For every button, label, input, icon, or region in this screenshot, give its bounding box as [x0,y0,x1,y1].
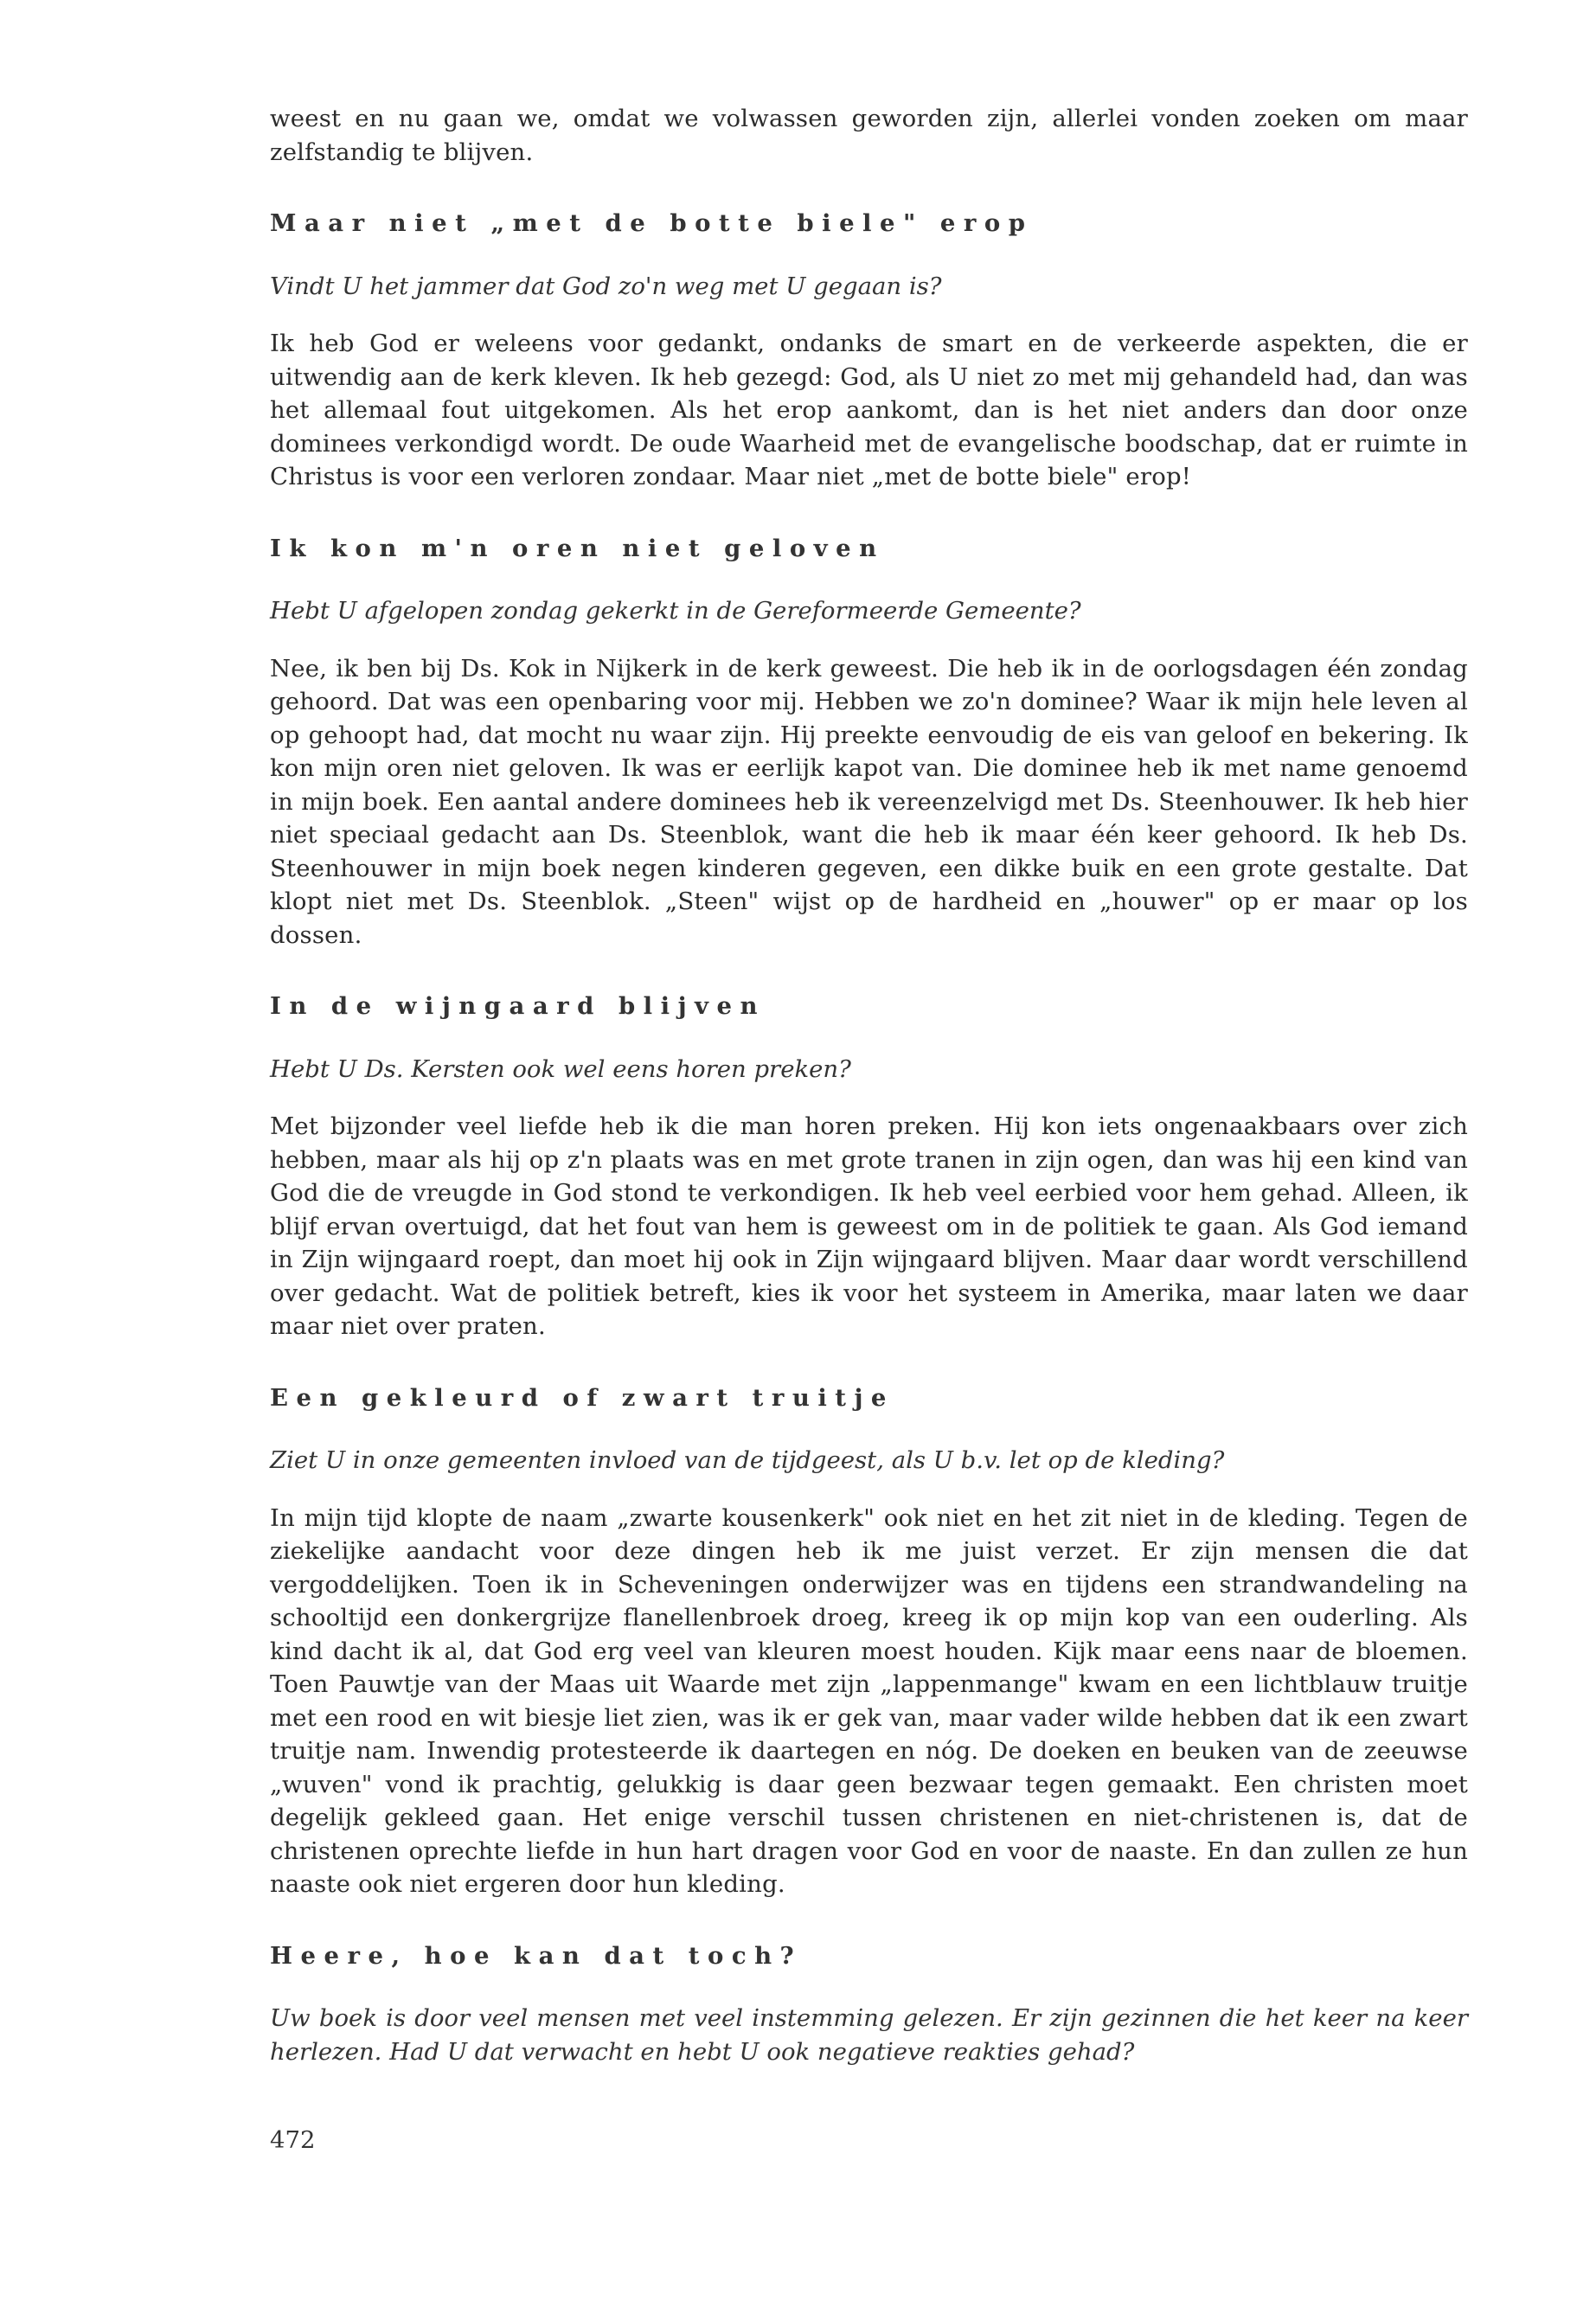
article-body [270,102,1468,2068]
section-heading-3: In de wijngaard blijven [270,992,766,1020]
section-heading-4: Een gekleurd of zwart truitje [270,1383,894,1412]
section-heading-2: Ik kon m'n oren niet geloven [270,534,885,562]
interview-answer-4: In mijn tijd klopte de naam „zwarte kousenkerk" ook niet en het zit niet in de kleding. Tegen de ziekelijke aandacht voor deze dingen heb ik me juist verzet. Er zijn mensen die dat vergoddelijken. Toen ik in Scheveningen onderwijzer was en tijdens een strandwandeling na schooltijd een donkergrijze flanellenbroek droeg, kreeg ik op mijn kop van een ouderling. Als kind dacht ik al, dat God erg veel van kleuren moest houden. Kijk maar eens naar de bloemen. Toen Pauwtje van der Maas uit Waarde met zijn „lappenmange" kwam en een lichtblauw truitje met een rood en wit biesje liet zien, was ik er gek van, maar vader wilde hebben dat ik een zwart truitje nam. Inwendig protesteerde ik daartegen en nóg. De doeken en beuken van de zeeuwse „wuven" vond ik prachtig, gelukkig is daar geen bezwaar tegen gemaakt. Een christen moet degelijk gekleed gaan. Het enige verschil tussen christenen en niet-christenen is, dat de christenen oprechte liefde in hun hart dragen voor God en voor de naaste. En dan zullen ze hun naaste ook niet ergeren door hun kleding. [270,1503,1468,1898]
intro-paragraph: weest en nu gaan we, omdat we volwassen geworden zijn, allerlei vonden zoeken om maar zelfstandig te blijven. [270,105,1468,166]
interview-answer-1: Ik heb God er weleens voor gedankt, ondanks de smart en de verkeerde aspekten, die er uitwendig aan de kerk kleven. Ik heb gezegd: God, als U niet zo met mij gehandeld had, dan was het allemaal fout uitgekomen. Als het erop aankomt, dan is het niet anders dan door onze dominees verkondigd wordt. De oude Waarheid met de evangelische boodschap, dat er ruimte in Christus is voor een verloren zondaar. Maar niet „met de botte biele" erop! [270,330,1468,490]
interview-answer-3: Met bijzonder veel liefde heb ik die man horen preken. Hij kon iets ongenaakbaars over zich hebben, maar als hij op z'n plaats was en met grote tranen in zijn ogen, dan was hij een kind van God die de vreugde in God stond te verkondigen. Ik heb veel eerbied voor hem gehad. Alleen, ik blijf ervan overtuigd, dat het fout van hem is geweest om in de politiek te gaan. Als God iemand in Zijn wijngaard roept, dan moet hij ook in Zijn wijngaard blijven. Maar daar wordt verschillend over gedacht. Wat de politiek betreft, kies ik voor het systeem in Amerika, maar laten we daar maar niet over praten. [270,1112,1468,1340]
interview-question-2: Hebt U afgelopen zondag gekerkt in de Gereformeerde Gemeente? [270,597,1081,625]
section-heading-1: Maar niet „met de botte biele" erop [270,209,1034,237]
section-heading-5: Heere, hoe kan dat toch? [270,1941,803,1970]
interview-question-4: Ziet U in onze gemeenten invloed van de tijdgeest, als U b.v. let op de kleding? [270,1446,1225,1474]
interview-question-5: Uw boek is door veel mensen met veel instemming gelezen. Er zijn gezinnen die het keer na keer herlezen. Had U dat verwacht en hebt U ook negatieve reakties gehad? [270,2004,1468,2066]
interview-answer-2: Nee, ik ben bij Ds. Kok in Nijkerk in de kerk geweest. Die heb ik in de oorlogsdagen één zondag gehoord. Dat was een openbaring voor mij. Hebben we zo'n dominee? Waar ik mijn hele leven al op gehoopt had, dat mocht nu waar zijn. Hij preekte eenvoudig de eis van geloof en bekering. Ik kon mijn oren niet geloven. Ik was er eerlijk kapot van. Die dominee heb ik met name genoemd in mijn boek. Een aantal andere dominees heb ik vereenzelvigd met Ds. Steenhouwer. Ik heb hier niet speciaal gedacht aan Ds. Steenblok, want die heb ik maar één keer gehoord. Ik heb Ds. Steenhouwer in mijn boek negen kinderen gegeven, een dikke buik en een grote gestalte. Dat klopt niet met Ds. Steenblok. „Steen" wijst op de hardheid en „houwer" op er maar op los dossen. [270,654,1468,949]
interview-question-3: Hebt U Ds. Kersten ook wel eens horen preken? [270,1054,851,1083]
interview-question-1: Vindt U het jammer dat God zo'n weg met U gegaan is? [270,272,942,300]
page-number: 472 [270,2126,316,2154]
